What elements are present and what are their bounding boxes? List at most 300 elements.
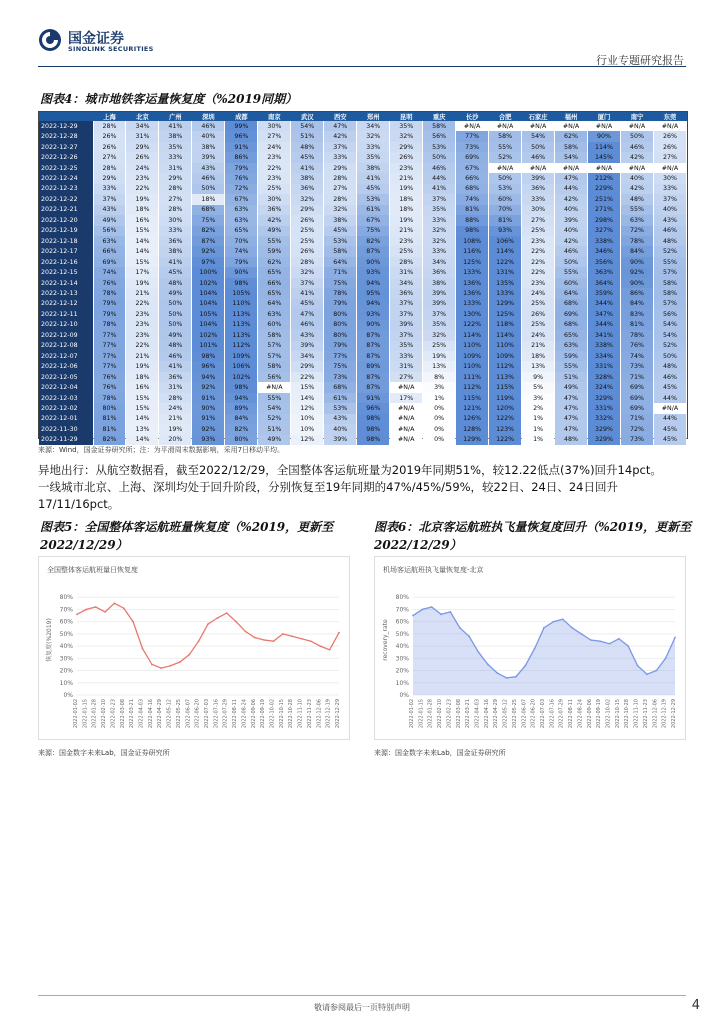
column-header-city: 上海: [93, 112, 126, 121]
value-cell: 43%: [653, 215, 686, 225]
figure5-source: 来源：国金数字未来Lab，国金证券研究所: [38, 749, 170, 757]
data-point: [188, 654, 190, 656]
value-cell: 69%: [93, 257, 126, 267]
value-cell: 16%: [126, 215, 159, 225]
x-tick-label: 2022-08-11: [232, 699, 239, 729]
value-cell: 1%: [522, 435, 555, 445]
x-tick-label: 2022-09-19: [596, 699, 603, 729]
date-cell: 2022-12-24: [39, 173, 93, 183]
value-cell: 77%: [456, 131, 489, 141]
value-cell: 36%: [258, 205, 291, 215]
y-axis-label: recovery_rate: [382, 619, 389, 661]
y-tick-label: 50%: [395, 630, 409, 638]
value-cell: 329%: [588, 424, 621, 434]
value-cell: 0%: [423, 424, 456, 434]
value-cell: 75%: [192, 215, 225, 225]
value-cell: 22%: [522, 267, 555, 277]
value-cell: 24%: [522, 288, 555, 298]
column-header-city: 成都: [225, 112, 258, 121]
y-tick-label: 0%: [63, 692, 73, 699]
value-cell: 81%: [621, 320, 654, 330]
value-cell: 45%: [653, 382, 686, 392]
data-point: [581, 633, 583, 635]
value-cell: 32%: [324, 205, 357, 215]
value-cell: 43%: [291, 330, 324, 340]
heatmap-table-container: [38, 111, 688, 444]
value-cell: 3%: [423, 382, 456, 392]
y-tick-label: 10%: [59, 679, 73, 687]
value-cell: 60%: [258, 320, 291, 330]
value-cell: 17%: [126, 267, 159, 277]
value-cell: 14%: [291, 393, 324, 403]
value-cell: 27%: [324, 184, 357, 194]
value-cell: 105%: [225, 288, 258, 298]
value-cell: 38%: [159, 131, 192, 141]
x-tick-label: 2022-10-02: [269, 699, 276, 729]
value-cell: 54%: [653, 320, 686, 330]
value-cell: 78%: [93, 320, 126, 330]
value-cell: 90%: [225, 267, 258, 277]
value-cell: 91%: [225, 142, 258, 152]
value-cell: 76%: [93, 382, 126, 392]
value-cell: 47%: [555, 414, 588, 424]
value-cell: 25%: [522, 320, 555, 330]
value-cell: #N/A: [390, 382, 423, 392]
value-cell: 55%: [653, 257, 686, 267]
value-cell: 43%: [192, 163, 225, 173]
date-cell: 2022-12-09: [39, 330, 93, 340]
value-cell: 29%: [93, 173, 126, 183]
value-cell: 87%: [357, 382, 390, 392]
value-cell: 33%: [423, 215, 456, 225]
value-cell: 55%: [621, 205, 654, 215]
value-cell: 109%: [489, 351, 522, 361]
value-cell: 20%: [159, 435, 192, 445]
value-cell: 42%: [621, 184, 654, 194]
date-cell: 2022-12-02: [39, 403, 93, 413]
value-cell: 73%: [324, 372, 357, 382]
x-tick-label: 2022-09-19: [260, 699, 267, 729]
table-row: [39, 403, 687, 413]
value-cell: 24%: [258, 142, 291, 152]
value-cell: 19%: [390, 215, 423, 225]
value-cell: 48%: [653, 361, 686, 371]
value-cell: 45%: [291, 299, 324, 309]
date-cell: 2022-12-23: [39, 184, 93, 194]
value-cell: 45%: [324, 226, 357, 236]
value-cell: 22%: [291, 372, 324, 382]
value-cell: 79%: [93, 309, 126, 319]
column-header-city: 福州: [555, 112, 588, 121]
value-cell: 111%: [456, 372, 489, 382]
value-cell: 77%: [93, 341, 126, 351]
value-cell: 46%: [192, 121, 225, 131]
value-cell: 37%: [423, 309, 456, 319]
value-cell: 30%: [258, 194, 291, 204]
x-tick-label: 2022-01-15: [82, 699, 89, 729]
y-tick-label: 60%: [395, 618, 409, 626]
x-tick-label: 2022-12-06: [316, 699, 323, 729]
x-tick-label: 2022-01-28: [427, 699, 434, 729]
value-cell: 55%: [489, 142, 522, 152]
value-cell: 364%: [588, 278, 621, 288]
value-cell: 14%: [126, 435, 159, 445]
value-cell: 87%: [357, 246, 390, 256]
value-cell: 271%: [588, 205, 621, 215]
value-cell: 46%: [653, 372, 686, 382]
figure6-chart: [374, 556, 686, 740]
value-cell: 108%: [456, 236, 489, 246]
logo-text-cn: 国金证券: [68, 31, 124, 47]
value-cell: 39%: [390, 320, 423, 330]
value-cell: 39%: [324, 435, 357, 445]
value-cell: 46%: [159, 351, 192, 361]
value-cell: 44%: [653, 414, 686, 424]
value-cell: 62%: [258, 257, 291, 267]
value-cell: 57%: [653, 267, 686, 277]
value-cell: 13%: [126, 424, 159, 434]
value-cell: 356%: [588, 257, 621, 267]
value-cell: 79%: [93, 299, 126, 309]
data-point: [160, 667, 162, 669]
value-cell: 52%: [489, 152, 522, 162]
value-cell: 73%: [621, 435, 654, 445]
value-cell: 37%: [653, 194, 686, 204]
value-cell: 76%: [93, 278, 126, 288]
value-cell: 32%: [423, 236, 456, 246]
table-row: [39, 173, 687, 183]
table-row: [39, 330, 687, 340]
table-row: [39, 205, 687, 215]
column-header-city: 昆明: [390, 112, 423, 121]
data-point: [132, 621, 134, 623]
date-cell: 2022-12-01: [39, 414, 93, 424]
value-cell: 37%: [423, 194, 456, 204]
date-cell: 2022-12-20: [39, 215, 93, 225]
value-cell: 90%: [621, 278, 654, 288]
value-cell: 31%: [390, 361, 423, 371]
value-cell: 54%: [653, 330, 686, 340]
value-cell: 31%: [126, 131, 159, 141]
value-cell: 66%: [456, 173, 489, 183]
value-cell: 32%: [291, 267, 324, 277]
value-cell: 72%: [225, 184, 258, 194]
column-header-city: 南宁: [621, 112, 654, 121]
value-cell: #N/A: [555, 121, 588, 131]
value-cell: #N/A: [390, 414, 423, 424]
value-cell: 25%: [522, 299, 555, 309]
value-cell: 50%: [621, 131, 654, 141]
x-tick-label: 2022-03-08: [119, 699, 126, 729]
value-cell: 81%: [489, 215, 522, 225]
value-cell: 119%: [489, 393, 522, 403]
value-cell: 48%: [653, 236, 686, 246]
value-cell: 23%: [258, 173, 291, 183]
data-point: [179, 661, 181, 663]
value-cell: 94%: [357, 278, 390, 288]
x-tick-label: 2022-11-10: [297, 699, 304, 729]
footer-note: 敬请参阅最后一页特别声明: [314, 1003, 410, 1012]
value-cell: 56%: [653, 309, 686, 319]
value-cell: 86%: [225, 152, 258, 162]
x-tick-label: 2022-04-29: [157, 699, 164, 729]
value-cell: 104%: [192, 299, 225, 309]
value-cell: 33%: [324, 152, 357, 162]
table-row: [39, 414, 687, 424]
value-cell: 33%: [93, 184, 126, 194]
value-cell: 32%: [291, 194, 324, 204]
value-cell: 41%: [357, 173, 390, 183]
table-row: [39, 194, 687, 204]
value-cell: 48%: [555, 435, 588, 445]
value-cell: 334%: [588, 351, 621, 361]
value-cell: 56%: [258, 372, 291, 382]
value-cell: 31%: [159, 382, 192, 392]
date-cell: 2022-12-29: [39, 121, 93, 131]
value-cell: 98%: [225, 278, 258, 288]
value-cell: 116%: [456, 246, 489, 256]
date-cell: 2022-12-28: [39, 131, 93, 141]
value-cell: 96%: [357, 403, 390, 413]
value-cell: 38%: [159, 246, 192, 256]
value-cell: #N/A: [653, 121, 686, 131]
value-cell: 40%: [555, 205, 588, 215]
value-cell: 18%: [126, 372, 159, 382]
value-cell: 58%: [423, 121, 456, 131]
value-cell: 145%: [588, 152, 621, 162]
x-tick-label: 2022-07-29: [222, 699, 229, 729]
value-cell: 90%: [192, 403, 225, 413]
table-row: [39, 246, 687, 256]
value-cell: 50%: [192, 184, 225, 194]
value-cell: 0%: [423, 435, 456, 445]
value-cell: 106%: [225, 361, 258, 371]
table-row: [39, 351, 687, 361]
value-cell: 81%: [93, 424, 126, 434]
value-cell: 66%: [93, 246, 126, 256]
value-cell: 98%: [357, 424, 390, 434]
value-cell: 344%: [588, 320, 621, 330]
x-tick-label: 2022-10-28: [624, 699, 631, 729]
value-cell: 92%: [192, 382, 225, 392]
value-cell: 131%: [489, 267, 522, 277]
value-cell: 80%: [324, 330, 357, 340]
column-header-city: 郑州: [357, 112, 390, 121]
value-cell: 41%: [159, 257, 192, 267]
value-cell: 92%: [192, 424, 225, 434]
value-cell: 98%: [192, 351, 225, 361]
data-point: [562, 618, 564, 620]
value-cell: 115%: [489, 382, 522, 392]
value-cell: 13%: [423, 361, 456, 371]
value-cell: 42%: [621, 152, 654, 162]
value-cell: 38%: [291, 173, 324, 183]
value-cell: 50%: [653, 351, 686, 361]
data-point: [637, 665, 639, 667]
value-cell: 91%: [192, 414, 225, 424]
value-cell: 74%: [93, 267, 126, 277]
value-cell: 40%: [555, 226, 588, 236]
value-cell: 23%: [126, 330, 159, 340]
value-cell: 120%: [489, 403, 522, 413]
data-point: [534, 648, 536, 650]
value-cell: 113%: [225, 309, 258, 319]
value-cell: 34%: [126, 121, 159, 131]
value-cell: 26%: [291, 246, 324, 256]
value-cell: 63%: [555, 341, 588, 351]
value-cell: 80%: [324, 320, 357, 330]
value-cell: 298%: [588, 215, 621, 225]
value-cell: 48%: [159, 341, 192, 351]
value-cell: 70%: [225, 236, 258, 246]
value-cell: 42%: [555, 236, 588, 246]
value-cell: 10%: [291, 424, 324, 434]
value-cell: 73%: [621, 361, 654, 371]
column-header-city: 南京: [258, 112, 291, 121]
value-cell: 23%: [126, 309, 159, 319]
value-cell: 40%: [621, 173, 654, 183]
x-tick-label: 2022-04-29: [493, 699, 500, 729]
value-cell: 8%: [423, 372, 456, 382]
value-cell: 50%: [555, 257, 588, 267]
data-point: [226, 612, 228, 614]
x-tick-label: 2022-10-28: [288, 699, 295, 729]
value-cell: 96%: [225, 131, 258, 141]
value-cell: 58%: [653, 278, 686, 288]
value-cell: 25%: [390, 246, 423, 256]
value-cell: 77%: [93, 361, 126, 371]
value-cell: 27%: [159, 194, 192, 204]
value-cell: 28%: [93, 163, 126, 173]
value-cell: 67%: [357, 215, 390, 225]
value-cell: 27%: [390, 372, 423, 382]
data-point: [291, 635, 293, 637]
value-cell: 88%: [456, 215, 489, 225]
data-point: [85, 609, 87, 611]
table-row: [39, 152, 687, 162]
x-tick-label: 2022-12-06: [652, 699, 659, 729]
value-cell: 64%: [258, 299, 291, 309]
value-cell: 113%: [225, 320, 258, 330]
value-cell: 37%: [324, 142, 357, 152]
figure6-chart-title: 机场客运航班执飞量恢复度-北京: [383, 566, 484, 574]
value-cell: 105%: [192, 309, 225, 319]
value-cell: 33%: [357, 142, 390, 152]
value-cell: 128%: [456, 424, 489, 434]
logo-mark-icon: [38, 28, 62, 52]
value-cell: 64%: [324, 257, 357, 267]
value-cell: 39%: [555, 215, 588, 225]
figure5-chart-title: 全国整体客运航班量日恢复度: [47, 566, 138, 574]
value-cell: 37%: [93, 194, 126, 204]
data-point: [76, 613, 78, 615]
data-point: [627, 645, 629, 647]
value-cell: 122%: [489, 257, 522, 267]
value-cell: 82%: [225, 424, 258, 434]
date-cell: 2022-12-15: [39, 267, 93, 277]
x-tick-label: 2022-06-20: [530, 699, 537, 729]
value-cell: 18%: [522, 351, 555, 361]
value-cell: 112%: [225, 341, 258, 351]
figure6-title-line2: 2022/12/29）: [374, 538, 462, 552]
value-cell: 27%: [653, 152, 686, 162]
value-cell: 0%: [423, 403, 456, 413]
data-point: [599, 640, 601, 642]
figure6-chart-svg: [375, 557, 685, 739]
value-cell: #N/A: [456, 121, 489, 131]
value-cell: #N/A: [522, 121, 555, 131]
value-cell: 42%: [258, 215, 291, 225]
value-cell: #N/A: [522, 163, 555, 173]
data-point: [506, 677, 508, 679]
table-header-row: [39, 112, 687, 121]
value-cell: 48%: [621, 194, 654, 204]
y-tick-label: 0%: [399, 692, 409, 699]
value-cell: 344%: [588, 299, 621, 309]
value-cell: 58%: [258, 330, 291, 340]
value-cell: 69%: [621, 403, 654, 413]
data-point: [245, 631, 247, 633]
value-cell: 44%: [423, 173, 456, 183]
value-cell: 78%: [93, 393, 126, 403]
value-cell: #N/A: [555, 163, 588, 173]
x-tick-label: 2022-12-29: [335, 699, 341, 729]
value-cell: 32%: [423, 330, 456, 340]
value-cell: 347%: [588, 309, 621, 319]
value-cell: 92%: [621, 267, 654, 277]
date-cell: 2022-12-26: [39, 152, 93, 162]
value-cell: 24%: [159, 403, 192, 413]
table-body: [39, 121, 687, 445]
date-cell: 2022-11-30: [39, 424, 93, 434]
value-cell: 15%: [126, 393, 159, 403]
value-cell: 15%: [126, 226, 159, 236]
value-cell: 39%: [192, 152, 225, 162]
value-cell: 125%: [489, 309, 522, 319]
data-point: [543, 627, 545, 629]
date-cell: 2022-12-22: [39, 194, 93, 204]
value-cell: 104%: [192, 320, 225, 330]
value-cell: 91%: [192, 393, 225, 403]
date-cell: 2022-12-08: [39, 341, 93, 351]
value-cell: 27%: [258, 131, 291, 141]
value-cell: 55%: [258, 393, 291, 403]
value-cell: 19%: [126, 194, 159, 204]
value-cell: 70%: [489, 205, 522, 215]
value-cell: 14%: [126, 414, 159, 424]
value-cell: 54%: [555, 152, 588, 162]
value-cell: 123%: [489, 424, 522, 434]
value-cell: 46%: [192, 173, 225, 183]
x-tick-label: 2022-02-10: [101, 699, 108, 729]
x-tick-label: 2022-07-03: [540, 699, 546, 729]
value-cell: 37%: [390, 330, 423, 340]
data-point: [450, 611, 452, 613]
data-point: [301, 638, 303, 640]
value-cell: 45%: [357, 184, 390, 194]
value-cell: 40%: [192, 131, 225, 141]
value-cell: #N/A: [621, 121, 654, 131]
x-tick-label: 2022-08-24: [577, 699, 584, 729]
value-cell: 52%: [653, 341, 686, 351]
value-cell: 35%: [423, 205, 456, 215]
value-cell: #N/A: [390, 435, 423, 445]
data-point: [590, 639, 592, 641]
data-point: [665, 657, 667, 659]
value-cell: 54%: [522, 131, 555, 141]
date-cell: 2022-12-19: [39, 226, 93, 236]
data-point: [478, 651, 480, 653]
